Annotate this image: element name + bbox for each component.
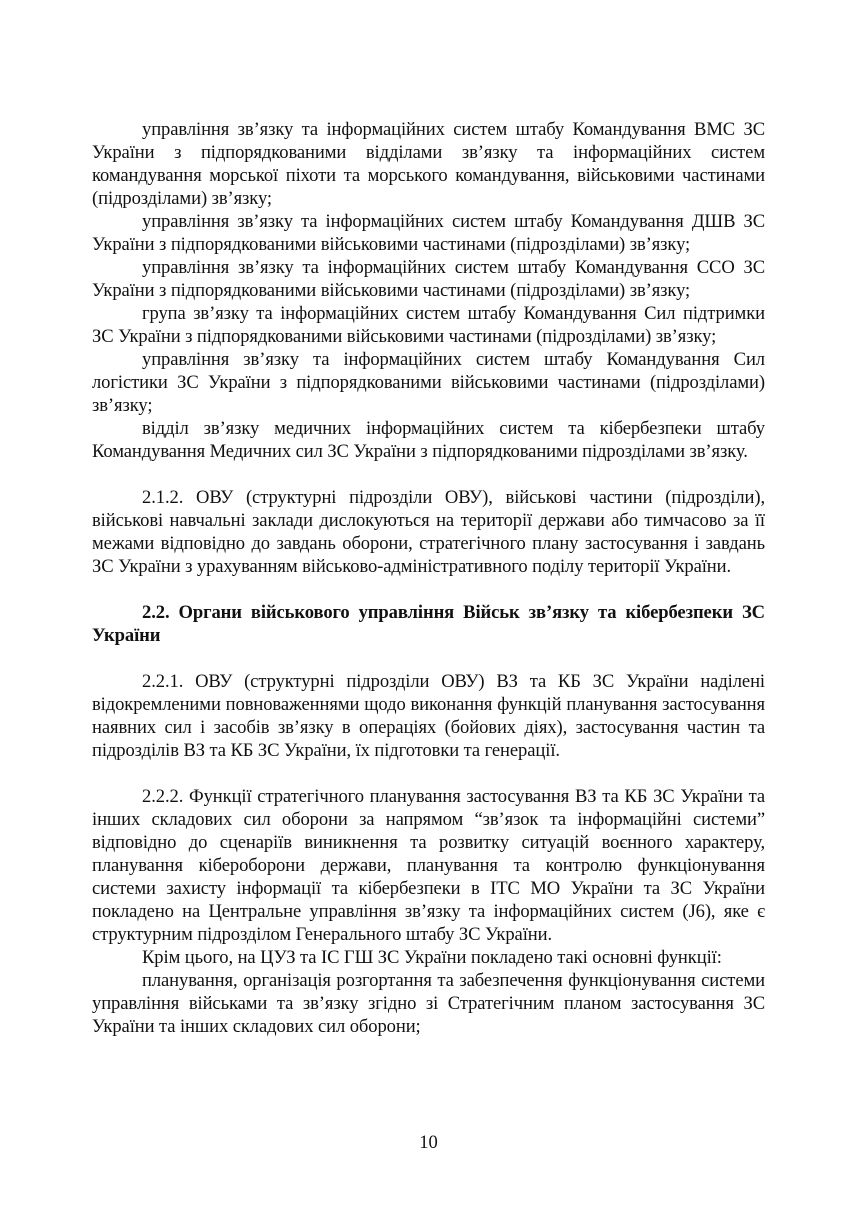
- paragraph-planning: планування, організація розгортання та забезпечення функціонування системи управління військами та зв’язку згідно зі Стратегічним планом застосування ЗС України та інших складових сил оборони;: [92, 970, 765, 1037]
- paragraph-sof-comms: управління зв’язку та інформаційних систем штабу Командування ССО ЗС України з підпорядкованими військовими частинами (підрозділами) зв’язку;: [92, 257, 765, 301]
- spacer: [92, 463, 765, 486]
- document-page: [92, 118, 765, 1103]
- paragraph-air-assault-comms: управління зв’язку та інформаційних систем штабу Командування ДШВ ЗС України з підпорядкованими військовими частинами (підрозділами) зв’язку;: [92, 211, 765, 255]
- paragraph-2-2-2: 2.2.2. Функції стратегічного планування застосування ВЗ та КБ ЗС України та інших складових сил оборони за напрямом “зв’язок та інформаційні системи” відповідно до сценаріїв виникнення та розвитку ситуацій воєнного характеру, планування кібероборони держави, планування та контролю функціонування системи захисту інформації та кібербезпеки в ІТС МО України та ЗС України покладено на Центральне управління зв’язку та інформаційних систем (J6), яке є структурним підрозділом Генерального штабу ЗС України.: [92, 786, 765, 945]
- paragraph-medical-comms: відділ зв’язку медичних інформаційних систем та кібербезпеки штабу Командування Медичних сил ЗС України з підпорядкованими підрозділами зв’язку.: [92, 418, 765, 462]
- paragraph-support-forces-comms: група зв’язку та інформаційних систем штабу Командування Сил підтримки ЗС України з підпорядкованими військовими частинами (підрозділами) зв’язку;: [92, 303, 765, 347]
- spacer: [92, 647, 765, 670]
- spacer: [92, 578, 765, 601]
- paragraph-navy-comms: управління зв’язку та інформаційних систем штабу Командування ВМС ЗС України з підпорядкованими відділами зв’язку та інформаційних систем командування морської піхоти та морського командування, військовими частинами (підрозділами) зв’язку;: [92, 119, 765, 209]
- paragraph-2-1-2: 2.1.2. ОВУ (структурні підрозділи ОВУ), військові частини (підрозділи), військові навчальні заклади дислокуються на території держави або тимчасово за її межами відповідно до завдань оборони, стратегічного плану застосування і завдань ЗС України з урахуванням військово-адміністративного поділу території України.: [92, 487, 765, 577]
- paragraph-besides: Крім цього, на ЦУЗ та ІС ГШ ЗС України покладено такі основні функції:: [142, 947, 722, 968]
- paragraph-logistics-comms: управління зв’язку та інформаційних систем штабу Командування Сил логістики ЗС України з підпорядкованими військовими частинами (підрозділами) зв’язку;: [92, 349, 765, 416]
- page-number: 10: [419, 1132, 438, 1153]
- section-heading-2-2: 2.2. Органи військового управління Військ зв’язку та кібербезпеки ЗС України: [92, 602, 765, 646]
- spacer: [92, 762, 765, 785]
- paragraph-2-2-1: 2.2.1. ОВУ (структурні підрозділи ОВУ) ВЗ та КБ ЗС України наділені відокремленими повноваженнями щодо виконання функцій планування застосування наявних сил і засобів зв’язку в операціях (бойових діях), застосування частин та підрозділів ВЗ та КБ ЗС України, їх підготовки та генерації.: [92, 671, 765, 761]
